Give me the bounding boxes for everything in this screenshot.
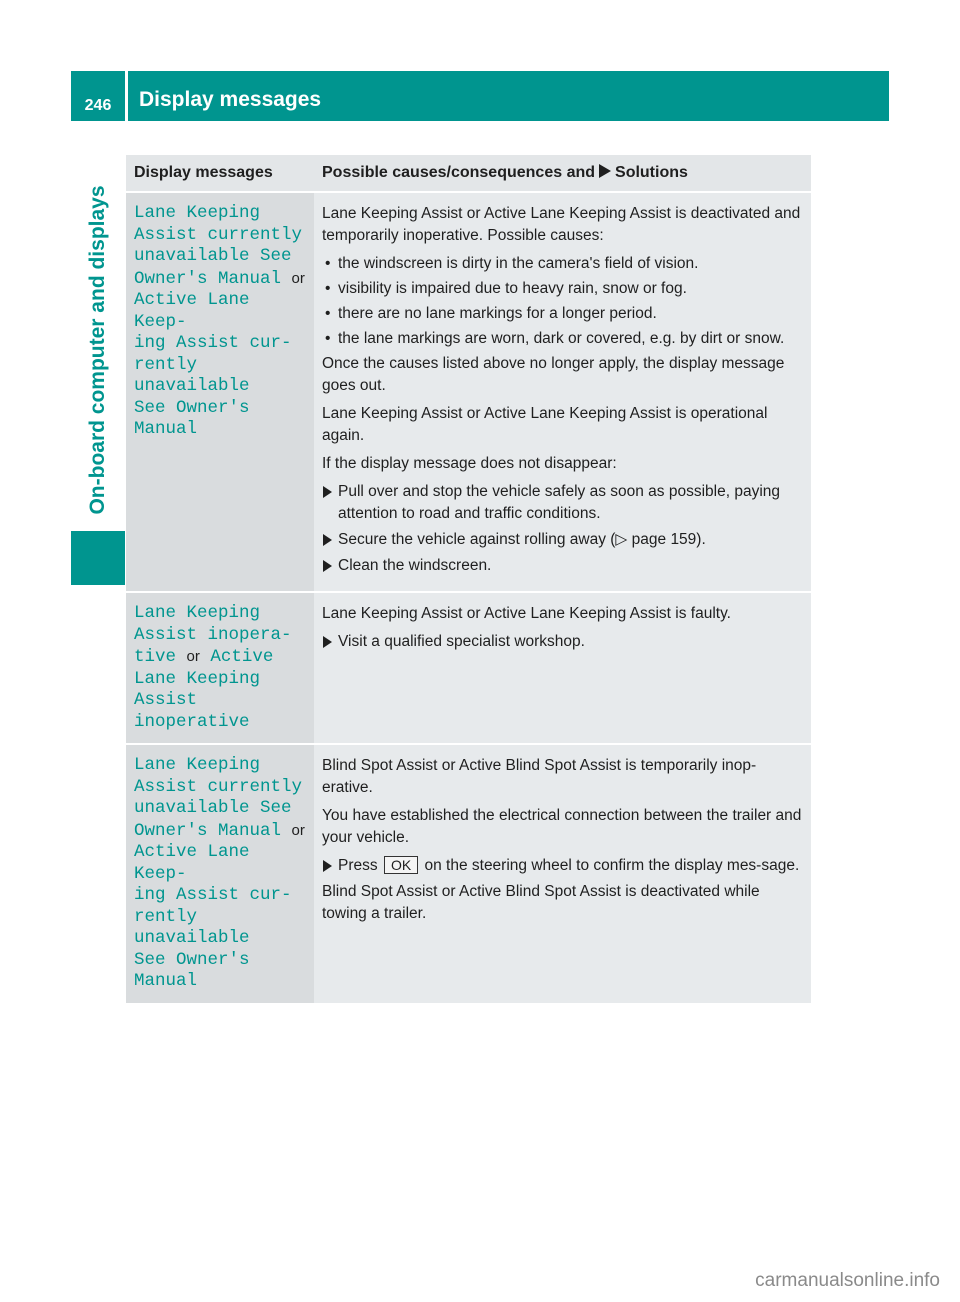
message-line: Assist inoperative bbox=[134, 690, 250, 732]
message-line: unavailable See bbox=[134, 798, 292, 818]
message-line: Assist currently bbox=[134, 224, 303, 245]
message-text bbox=[134, 203, 306, 441]
message-line: rently unavailable bbox=[134, 906, 250, 948]
message-fragment: Active bbox=[210, 647, 274, 667]
or-word: or bbox=[291, 269, 305, 287]
cause-paragraph: Lane Keeping Assist or Active Lane Keeping Assist is deactivated and temporarily inoperative. Possible causes: bbox=[322, 205, 801, 244]
message-fragment: tive bbox=[134, 647, 177, 667]
step-arrow-icon bbox=[323, 486, 332, 498]
step-text: Clean the windscreen. bbox=[338, 557, 492, 574]
page-number: 246 bbox=[84, 97, 112, 114]
solution-step bbox=[322, 555, 803, 577]
bullet-text: the lane markings are worn, dark or covered, e.g. by dirt or snow. bbox=[338, 330, 785, 347]
bullet-text: visibility is impaired due to heavy rain, snow or fog. bbox=[338, 280, 687, 297]
solution-step bbox=[322, 481, 803, 525]
message-line: ing Assist cur- bbox=[134, 885, 292, 905]
solution-step bbox=[322, 529, 803, 551]
message-line: Lane Keeping bbox=[134, 755, 261, 775]
causes-cell bbox=[314, 192, 811, 592]
message-fragment: Owner's Manual bbox=[134, 820, 282, 841]
message-line: Lane Keeping bbox=[134, 203, 261, 223]
table-row bbox=[126, 744, 811, 1004]
cause-paragraph: Blind Spot Assist or Active Blind Spot Assist is deactivated while towing a trailer. bbox=[322, 883, 760, 922]
message-line: Active Lane Keep- bbox=[134, 842, 250, 884]
cause-paragraph: If the display message does not disappear: bbox=[322, 455, 617, 472]
table-row bbox=[126, 192, 811, 592]
bullet-dot-icon: • bbox=[325, 305, 331, 322]
bullet-dot-icon: • bbox=[325, 255, 331, 272]
or-word: or bbox=[291, 821, 305, 839]
cause-paragraph: Lane Keeping Assist or Active Lane Keeping Assist is operational again. bbox=[322, 405, 768, 444]
message-line bbox=[134, 268, 306, 291]
message-cell bbox=[126, 592, 314, 744]
step-text: Visit a qualified specialist workshop. bbox=[338, 633, 585, 650]
causes-cell bbox=[314, 592, 811, 744]
page-title: Display messages bbox=[139, 88, 322, 111]
step-arrow-icon bbox=[323, 560, 332, 572]
or-word: or bbox=[186, 648, 200, 665]
column-header-solutions-text: Solutions bbox=[615, 164, 688, 181]
step-arrow-icon bbox=[323, 860, 332, 872]
message-line: Lane Keeping bbox=[134, 668, 261, 689]
message-line: unavailable See bbox=[134, 246, 292, 266]
table-header-row bbox=[126, 155, 811, 192]
side-tab-block bbox=[71, 531, 125, 585]
step-arrow-icon bbox=[323, 534, 332, 546]
message-text bbox=[134, 755, 306, 993]
bullet-text: there are no lane markings for a longer period. bbox=[338, 305, 657, 322]
message-line: Assist inopera- bbox=[134, 624, 292, 645]
column-header-causes-text: Possible causes/consequences and bbox=[322, 164, 596, 181]
display-messages-table bbox=[126, 155, 811, 1005]
header-divider bbox=[125, 71, 128, 121]
bullet-dot-icon: • bbox=[325, 280, 331, 297]
side-tab-label: On-board computer and displays bbox=[86, 185, 109, 515]
cause-bullet bbox=[322, 328, 803, 350]
message-cell bbox=[126, 192, 314, 592]
message-fragment: Owner's Manual bbox=[134, 268, 282, 289]
solutions-arrow-icon bbox=[599, 164, 611, 178]
message-line: rently unavailable bbox=[134, 354, 250, 396]
ok-key-icon: OK bbox=[384, 856, 418, 874]
bullet-dot-icon: • bbox=[325, 330, 331, 347]
message-line: ing Assist cur- bbox=[134, 333, 292, 353]
cause-bullet bbox=[322, 303, 803, 325]
step-text: on the steering wheel to confirm the display mes-sage. bbox=[424, 857, 800, 874]
solution-step bbox=[322, 631, 803, 653]
column-header-causes bbox=[314, 155, 811, 192]
watermark: carmanualsonline.info bbox=[755, 1270, 940, 1291]
message-line bbox=[134, 820, 306, 843]
step-text: Press bbox=[338, 857, 378, 874]
bullet-text: the windscreen is dirty in the camera's field of vision. bbox=[338, 255, 699, 272]
step-text: Pull over and stop the vehicle safely as soon as possible, paying attention to road and traffic conditions. bbox=[338, 483, 781, 522]
cause-bullet bbox=[322, 253, 803, 275]
table-row bbox=[126, 592, 811, 744]
cause-bullet bbox=[322, 278, 803, 300]
message-cell bbox=[126, 744, 314, 1004]
message-line: Active Lane Keep- bbox=[134, 290, 250, 332]
message-text bbox=[134, 603, 306, 733]
step-arrow-icon bbox=[323, 636, 332, 648]
message-line: See Owner's Manual bbox=[134, 949, 250, 991]
cause-paragraph: Blind Spot Assist or Active Blind Spot Assist is temporarily inop-erative. bbox=[322, 757, 757, 796]
step-text-page-link[interactable]: Secure the vehicle against rolling away (▷ page 159). bbox=[338, 531, 706, 548]
cause-paragraph: Once the causes listed above no longer apply, the display message goes out. bbox=[322, 355, 785, 394]
message-line: See Owner's Manual bbox=[134, 397, 250, 439]
causes-cell bbox=[314, 744, 811, 1004]
message-line: Lane Keeping bbox=[134, 603, 261, 623]
cause-paragraph: Lane Keeping Assist or Active Lane Keeping Assist is faulty. bbox=[322, 605, 731, 622]
solution-step bbox=[322, 855, 803, 877]
message-line: Assist currently bbox=[134, 776, 303, 797]
cause-paragraph: You have established the electrical connection between the trailer and your vehicle. bbox=[322, 807, 802, 846]
message-line bbox=[134, 646, 306, 669]
column-header-messages: Display messages bbox=[126, 155, 314, 192]
